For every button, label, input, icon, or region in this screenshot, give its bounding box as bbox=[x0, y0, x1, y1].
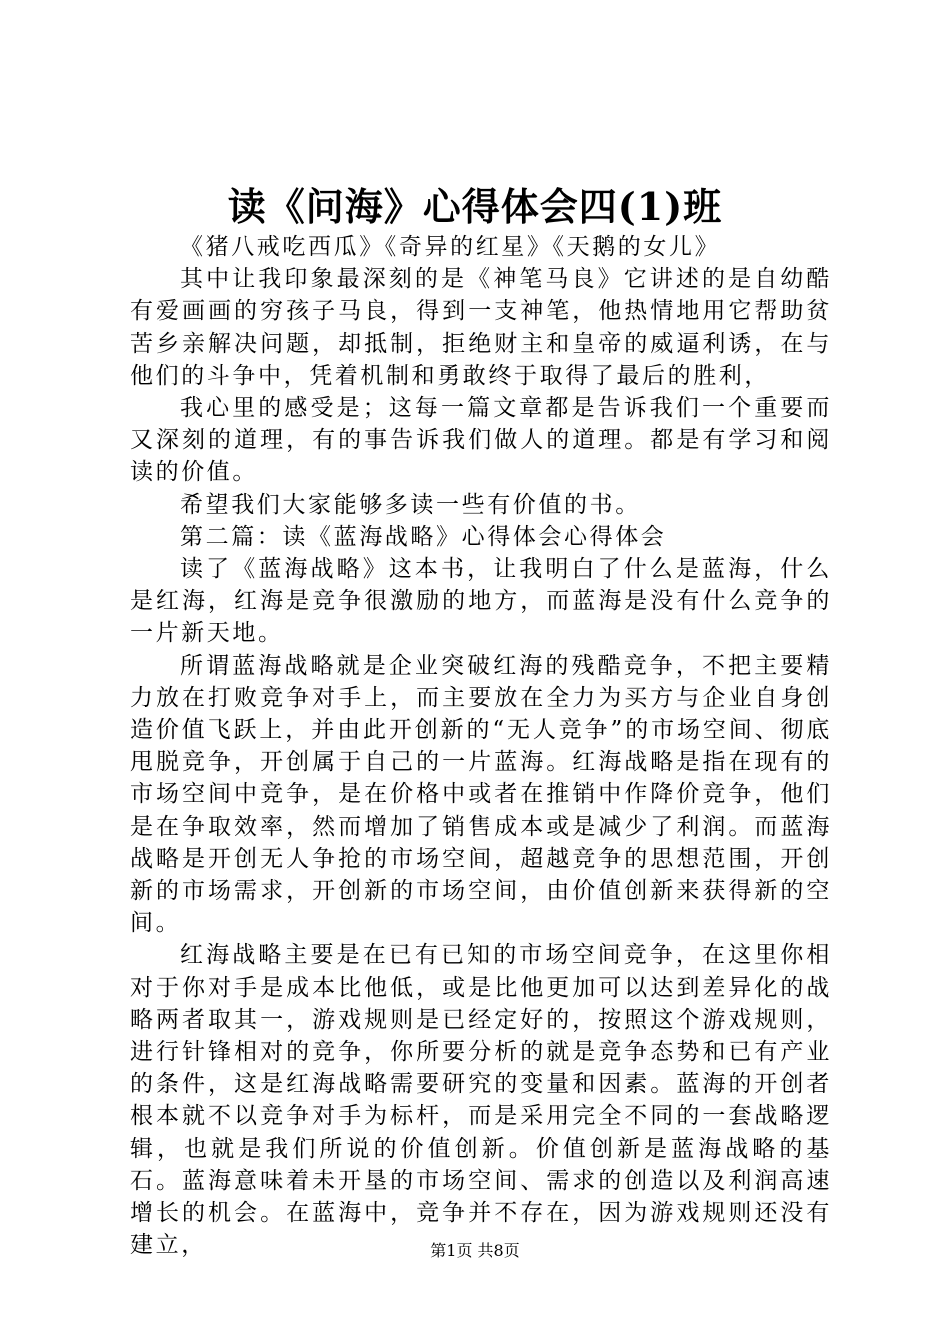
paragraph: 红海战略主要是在已有已知的市场空间竞争，在这里你相对于你对手是成本比他低，或是比他更加可以达到差异化的战略两者取其一，游戏规则是已经定好的，按照这个游戏规则，进行针锋相对的竞争，你所要分析的就是竞争态势和已有产业的条件，这是红海战略需要研究的变量和因素。蓝海的开创者根本就不以竞争对手为标杆，而是采用完全不同的一套战略逻辑，也就是我们所说的价值创新。价值创新是蓝海战略的基石。蓝海意味着未开垦的市场空间、需求的创造以及利润高速增长的机会。在蓝海中，竞争并不存在，因为游戏规则还没有建立， bbox=[130, 942, 832, 1259]
document-body bbox=[130, 231, 832, 1262]
paragraph: 希望我们大家能够多读一些有价值的书。 bbox=[180, 491, 641, 518]
paragraph: 《猪八戒吃西瓜》《奇异的红星》《天鹅的女儿》 bbox=[180, 234, 721, 260]
paragraph: 其中让我印象最深刻的是《神笔马良》它讲述的是自幼酷有爱画画的穷孩子马良，得到一支神笔，他热情地用它帮助贫苦乡亲解决问题，却抵制，拒绝财主和皇帝的威逼利诱，在与他们的斗争中，凭着机制和勇敢终于取得了最后的胜利， bbox=[130, 266, 832, 389]
paragraph: 读了《蓝海战略》这本书，让我明白了什么是蓝海，什么是红海，红海是竞争很激励的地方，而蓝海是没有什么竞争的一片新天地。 bbox=[130, 556, 832, 647]
page-footer: 第1页 共8页 bbox=[430, 1241, 520, 1260]
section-heading: 第二篇：读《蓝海战略》心得体会心得体会 bbox=[180, 523, 667, 550]
paragraph: 所谓蓝海战略就是企业突破红海的残酷竞争，不把主要精力放在打败竞争对手上，而主要放在全力为买方与企业自身创造价值飞跃上，并由此开创新的“无人竞争”的市场空间、彻底甩脱竞争，开创属于自己的一片蓝海。红海战略是指在现有的市场空间中竞争，是在价格中或者在推销中作降价竞争，他们是在争取效率，然而增加了销售成本或是减少了利润。而蓝海战略是开创无人争抢的市场空间，超越竞争的思想范围，开创新的市场需求，开创新的市场空间，由价值创新来获得新的空间。 bbox=[130, 652, 832, 937]
paragraph: 我心里的感受是；这每一篇文章都是告诉我们一个重要而又深刻的道理，有的事告诉我们做人的道理。都是有学习和阅读的价值。 bbox=[130, 395, 832, 486]
document-title: 读《问海》心得体会四(1)班 bbox=[227, 184, 723, 229]
